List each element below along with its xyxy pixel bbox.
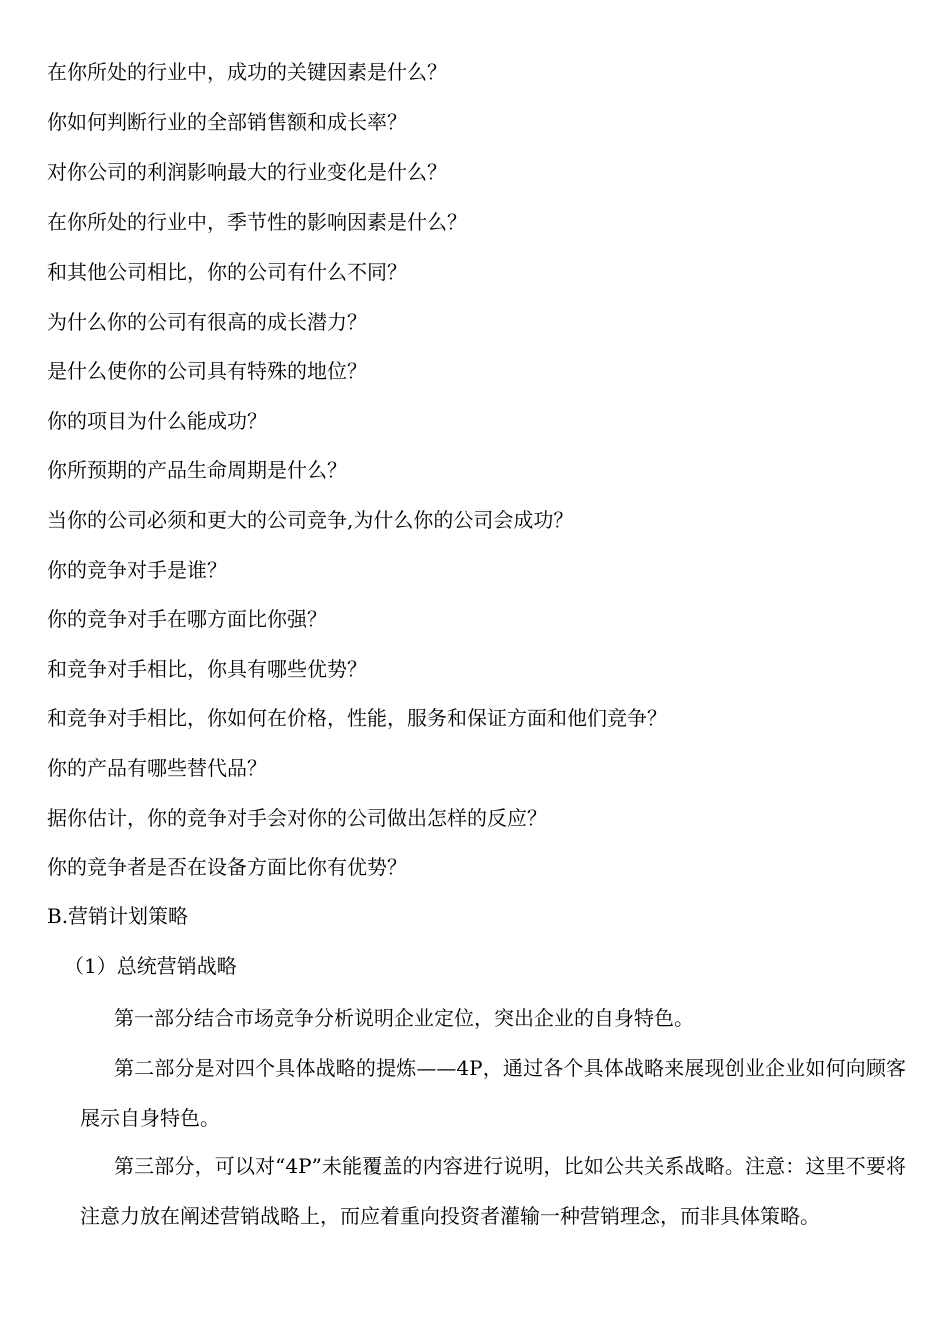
question-line-15: 你的产品有哪些替代品？ xyxy=(47,756,267,780)
question-line-13: 和竞争对手相比，你具有哪些优势？ xyxy=(47,657,367,681)
section-subheading: （1）总统营销战略 xyxy=(64,954,237,978)
paragraph-3: 第三部分，可以对“4P”未能覆盖的内容进行说明，比如公共关系战略。注意：这里不要将注意力放在阐述营销战略上，而应着重向投资者灌输一种营销理念，而非具体策略。 xyxy=(80,1154,906,1228)
question-line-1: 在你所处的行业中，成功的关键因素是什么？ xyxy=(47,60,447,84)
question-line-11: 你的竞争对手是谁？ xyxy=(47,558,227,582)
paragraph-1: 第一部分结合市场竞争分析说明企业定位，突出企业的自身特色。 xyxy=(114,1006,694,1030)
question-line-7: 是什么使你的公司具有特殊的地位？ xyxy=(47,359,367,383)
question-line-3: 对你公司的利润影响最大的行业变化是什么？ xyxy=(47,160,447,184)
question-line-12: 你的竞争对手在哪方面比你强？ xyxy=(47,607,327,631)
question-line-4: 在你所处的行业中，季节性的影响因素是什么？ xyxy=(47,210,467,234)
question-line-2: 你如何判断行业的全部销售额和成长率？ xyxy=(47,110,407,134)
question-line-14: 和竞争对手相比，你如何在价格，性能，服务和保证方面和他们竞争？ xyxy=(47,706,667,730)
paragraph-2: 第二部分是对四个具体战略的提炼——4P，通过各个具体战略来展现创业企业如何向顾客展示自身特色。 xyxy=(80,1056,906,1130)
question-line-16: 据你估计，你的竞争对手会对你的公司做出怎样的反应？ xyxy=(47,806,547,830)
question-line-8: 你的项目为什么能成功？ xyxy=(47,409,267,433)
section-heading: B.营销计划策略 xyxy=(47,904,189,928)
question-line-5: 和其他公司相比，你的公司有什么不同？ xyxy=(47,260,407,284)
question-line-9: 你所预期的产品生命周期是什么？ xyxy=(47,458,347,482)
question-line-17: 你的竞争者是否在设备方面比你有优势？ xyxy=(47,855,407,879)
question-line-10: 当你的公司必须和更大的公司竞争,为什么你的公司会成功？ xyxy=(47,508,574,532)
question-line-6: 为什么你的公司有很高的成长潜力？ xyxy=(47,310,367,334)
